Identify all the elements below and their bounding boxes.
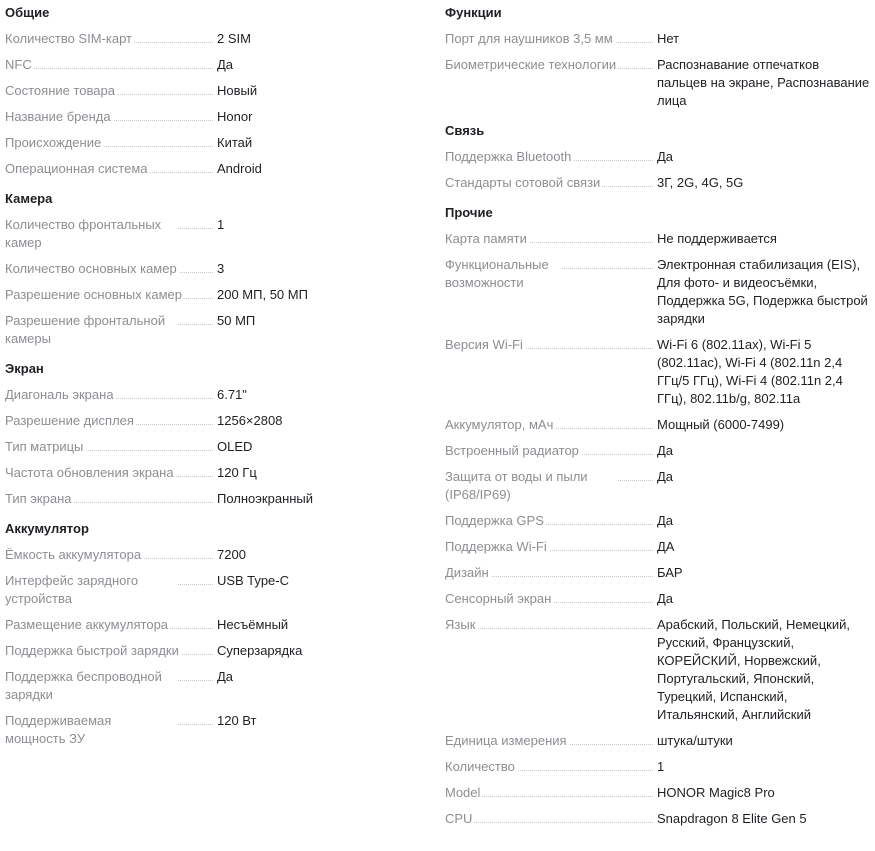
- spec-row: [5, 572, 425, 608]
- spec-key: Происхождение: [5, 134, 217, 152]
- spec-key: Функциональные возможности: [445, 256, 657, 292]
- spec-value: 2 SIM: [217, 31, 251, 46]
- spec-row: [445, 758, 873, 776]
- spec-row: [5, 108, 425, 126]
- spec-value: USB Type-C: [217, 573, 290, 588]
- spec-key: Поддержка Bluetooth: [445, 148, 657, 166]
- section-title: Общие: [5, 5, 50, 20]
- section-title: Экран: [5, 361, 44, 376]
- section-title: Связь: [445, 123, 485, 138]
- spec-row: [445, 732, 873, 750]
- spec-row: [445, 174, 873, 192]
- spec-row: [5, 216, 425, 252]
- spec-row: [5, 82, 425, 100]
- spec-key: Количество фронтальных камер: [5, 216, 217, 252]
- spec-value: Распознавание отпечатков пальцев на экране, Распознавание лица: [657, 57, 870, 108]
- section-title: Камера: [5, 191, 53, 206]
- spec-key: Поддержка Wi-Fi: [445, 538, 657, 556]
- spec-key: Поддержка GPS: [445, 512, 657, 530]
- spec-value: 50 МП: [217, 313, 256, 328]
- section-battery: [5, 520, 425, 748]
- spec-key: Стандарты сотовой связи: [445, 174, 657, 192]
- section-other: [445, 204, 873, 828]
- spec-value: Суперзарядка: [217, 643, 303, 658]
- spec-value: Да: [657, 513, 674, 528]
- spec-value: Мощный (6000-7499): [657, 417, 785, 432]
- spec-row: [445, 442, 873, 460]
- spec-row: [445, 590, 873, 608]
- spec-row: [445, 512, 873, 530]
- section-camera: [5, 190, 425, 348]
- spec-row: [5, 668, 425, 704]
- spec-value: 1256×2808: [217, 413, 283, 428]
- spec-row: [445, 564, 873, 582]
- spec-value: Android: [217, 161, 262, 176]
- spec-row: [445, 148, 873, 166]
- spec-key: Количество SIM-карт: [5, 30, 217, 48]
- spec-row: [445, 30, 873, 48]
- spec-value: 7200: [217, 547, 246, 562]
- spec-key: Интерфейс зарядного устройства: [5, 572, 217, 608]
- spec-key: NFC: [5, 56, 217, 74]
- spec-value: 120 Вт: [217, 713, 257, 728]
- spec-row: [5, 30, 425, 48]
- specs-right-column: [445, 0, 873, 840]
- spec-key: Количество: [445, 758, 657, 776]
- spec-key: Состояние товара: [5, 82, 217, 100]
- spec-row: [5, 490, 425, 508]
- spec-value: Полноэкранный: [217, 491, 314, 506]
- spec-row: [445, 810, 873, 828]
- spec-key: Операционная система: [5, 160, 217, 178]
- spec-value: Да: [657, 469, 674, 484]
- spec-key: Биометрические технологии: [445, 56, 657, 74]
- spec-row: [445, 416, 873, 434]
- spec-key: Разрешение основных камер: [5, 286, 217, 304]
- spec-row: [445, 784, 873, 802]
- spec-key: Защита от воды и пыли (IP68/IP69): [445, 468, 657, 504]
- spec-key: Размещение аккумулятора: [5, 616, 217, 634]
- section-functions: [445, 4, 873, 110]
- spec-row: [5, 438, 425, 456]
- spec-row: [5, 286, 425, 304]
- spec-row: [5, 312, 425, 348]
- spec-value: Новый: [217, 83, 258, 98]
- spec-key: Model: [445, 784, 657, 802]
- spec-row: [445, 616, 873, 724]
- spec-value: Да: [657, 149, 674, 164]
- spec-row: [445, 468, 873, 504]
- section-title: Функции: [445, 5, 502, 20]
- spec-value: штука/штуки: [657, 733, 733, 748]
- spec-row: [5, 386, 425, 404]
- spec-key: Тип экрана: [5, 490, 217, 508]
- specs-left-column: [5, 0, 425, 760]
- spec-key: Единица измерения: [445, 732, 657, 750]
- spec-value: Wi-Fi 6 (802.11ax), Wi-Fi 5 (802.11ac), Wi-Fi 4 (802.11n 2,4 ГГц/5 ГГц), Wi-Fi 4 (802.11n 2,4 ГГц), 802.11b/g, 802.11a: [657, 337, 843, 406]
- spec-value: OLED: [217, 439, 253, 454]
- spec-key: Карта памяти: [445, 230, 657, 248]
- spec-row: [5, 56, 425, 74]
- spec-row: [5, 260, 425, 278]
- spec-value: Да: [657, 443, 674, 458]
- spec-value: 200 МП, 50 МП: [217, 287, 308, 302]
- spec-value: Honor: [217, 109, 253, 124]
- spec-value: Несъёмный: [217, 617, 289, 632]
- spec-value: 1: [657, 759, 665, 774]
- spec-key: Ёмкость аккумулятора: [5, 546, 217, 564]
- spec-key: Сенсорный экран: [445, 590, 657, 608]
- spec-value: Snapdragon 8 Elite Gen 5: [657, 811, 807, 826]
- spec-key: Встроенный радиатор: [445, 442, 657, 460]
- spec-value: 3Г, 2G, 4G, 5G: [657, 175, 744, 190]
- spec-value: Да: [657, 591, 674, 606]
- spec-value: Нет: [657, 31, 680, 46]
- spec-value: 6.71": [217, 387, 247, 402]
- section-screen: [5, 360, 425, 508]
- spec-row: [5, 546, 425, 564]
- spec-value: Не поддерживается: [657, 231, 777, 246]
- spec-value: 1: [217, 217, 225, 232]
- spec-value: 3: [217, 261, 225, 276]
- spec-key: Аккумулятор, мАч: [445, 416, 657, 434]
- spec-key: Частота обновления экрана: [5, 464, 217, 482]
- spec-value: Электронная стабилизация (EIS), Для фото- и видеосъёмки, Поддержка 5G, Подержка быстрой зарядки: [657, 257, 868, 326]
- spec-value: Да: [217, 57, 234, 72]
- spec-value: БАР: [657, 565, 683, 580]
- spec-key: Порт для наушников 3,5 мм: [445, 30, 657, 48]
- spec-row: [445, 256, 873, 328]
- spec-key: Версия Wi-Fi: [445, 336, 657, 354]
- spec-row: [445, 538, 873, 556]
- spec-row: [5, 412, 425, 430]
- spec-key: Язык: [445, 616, 657, 634]
- spec-key: Поддерживаемая мощность ЗУ: [5, 712, 217, 748]
- spec-row: [445, 56, 873, 110]
- section-connectivity: [445, 122, 873, 192]
- spec-key: Дизайн: [445, 564, 657, 582]
- spec-row: [445, 336, 873, 408]
- spec-value: Да: [217, 669, 234, 684]
- spec-row: [5, 642, 425, 660]
- spec-key: Название бренда: [5, 108, 217, 126]
- spec-key: Разрешение фронтальной камеры: [5, 312, 217, 348]
- spec-value: 120 Гц: [217, 465, 257, 480]
- spec-row: [5, 616, 425, 634]
- spec-row: [5, 712, 425, 748]
- spec-value: Арабский, Польский, Немецкий, Русский, Французский, КОРЕЙСКИЙ, Норвежский, Португальский, Японский, Турецкий, Испанский, Итальянский, Английский: [657, 617, 851, 722]
- spec-row: [445, 230, 873, 248]
- section-title: Аккумулятор: [5, 521, 89, 536]
- spec-key: CPU: [445, 810, 657, 828]
- spec-key: Поддержка быстрой зарядки: [5, 642, 217, 660]
- spec-key: Диагональ экрана: [5, 386, 217, 404]
- spec-key: Количество основных камер: [5, 260, 217, 278]
- spec-value: HONOR Magic8 Pro: [657, 785, 775, 800]
- section-general: [5, 4, 425, 178]
- spec-value: Китай: [217, 135, 253, 150]
- spec-key: Поддержка беспроводной зарядки: [5, 668, 217, 704]
- spec-key: Тип матрицы: [5, 438, 217, 456]
- spec-key: Разрешение дисплея: [5, 412, 217, 430]
- spec-row: [5, 464, 425, 482]
- spec-value: ДА: [657, 539, 675, 554]
- spec-row: [5, 160, 425, 178]
- spec-row: [5, 134, 425, 152]
- section-title: Прочие: [445, 205, 493, 220]
